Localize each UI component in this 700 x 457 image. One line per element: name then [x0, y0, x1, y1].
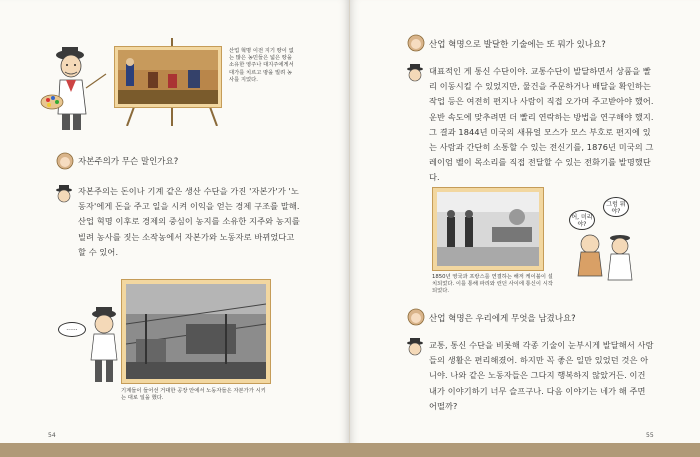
painter-character-illustration	[40, 44, 115, 134]
question-3: 산업 혁명은 우리에게 무엇을 남겼나요?	[429, 314, 576, 324]
man-avatar-icon	[56, 185, 72, 203]
telegraph-caption: 1850년 영국과 프랑스를 연결하는 해저 케이블이 설치되었다. 이를 통해 파리와 런던 사이에 통신이 시작되었다.	[432, 274, 553, 295]
factory-photo-image	[126, 284, 266, 379]
painting-frame	[114, 46, 222, 108]
telegraph-photo-image	[437, 192, 539, 266]
answer-2-text: 대표적인 게 통신 수단이야. 교통수단이 발달하면서 상품을 빨리 이동시킬 수 있었지만, 물건을 주문하거나 배달을 확인하는 작업 등은 여전히 편지나 사람이 직접 오가며 주고받아야 했어. 운반 속도에 맞추려면 더 빨리 연락하는 방법을 연구해야 했지. 그 결과 1844년 미국의 새뮤얼 모스가 모스 부호로 편지에 있는 사람과 간단히 소통할 수 있는 전신기를, 1876년 미국의 그레이엄 벨이 목소리를 직접 전달할 수 있는 전화기를 발명했단다.	[429, 66, 654, 183]
question-2: 산업 혁명으로 발달한 기술에는 또 뭐가 있나요?	[429, 40, 606, 50]
factory-photo-frame	[121, 279, 271, 384]
page-bottom-edge	[0, 443, 700, 457]
painting-caption: 산업 혁명 이전 지기 땅이 없는 많은 농민들은 넓은 땅을 소유한 영주나 대지주에게서 대가를 치르고 땅을 빌려 농사를 지었다.	[229, 48, 294, 83]
girl-avatar-icon	[407, 34, 425, 52]
page-number-right: 55	[646, 432, 654, 439]
speech-bubble: ......	[58, 322, 86, 337]
answer-3-text: 교통, 통신 수단을 비롯해 각종 기술이 눈부시게 발달해서 사람들의 생활은 편리해졌어. 하지만 꼭 좋은 일만 있었던 것은 아니야. 나와 같은 노동자들은 그다지 행복하지 않았거든. 이건 내가 이야기하기 너무 슬프구나. 다음 이야기는 네가 해 주면 어떨까?	[429, 340, 654, 411]
right-page	[350, 0, 700, 457]
answer-1-text: 자본주의는 돈이나 기계 같은 생산 수단을 가진 '자본가'가 '노동자'에게 돈을 주고 일을 시켜 이익을 얻는 경제 구조를 말해. 산업 혁명 이후로 경제의 중심이 농지를 소유한 지주와 농지를 빌려 농사를 짓는 소작농에서 자본가와 노동자로 바뀌었다고 할 수 있어.	[78, 186, 300, 257]
children-characters-illustration	[572, 230, 642, 285]
question-1: 자본주의가 무슨 말인가요?	[78, 157, 179, 167]
girl-avatar-icon	[56, 152, 74, 170]
telegraph-photo-frame	[432, 187, 544, 271]
page-number-left: 54	[48, 432, 56, 439]
girl-avatar-icon	[407, 308, 425, 326]
worker-character-illustration	[86, 306, 122, 386]
factory-caption: 기계들이 들어선 거대한 공장 안에서 노동자들은 자본가가 시키는 대로 일을 했다.	[121, 388, 266, 402]
peasants-painting-image	[118, 50, 218, 104]
man-avatar-icon	[407, 64, 423, 82]
speech-bubble-right: 그럼 뭐야?	[603, 197, 629, 217]
speech-bubble-left: 어, 미리야?	[569, 210, 595, 230]
man-avatar-icon	[407, 338, 423, 356]
